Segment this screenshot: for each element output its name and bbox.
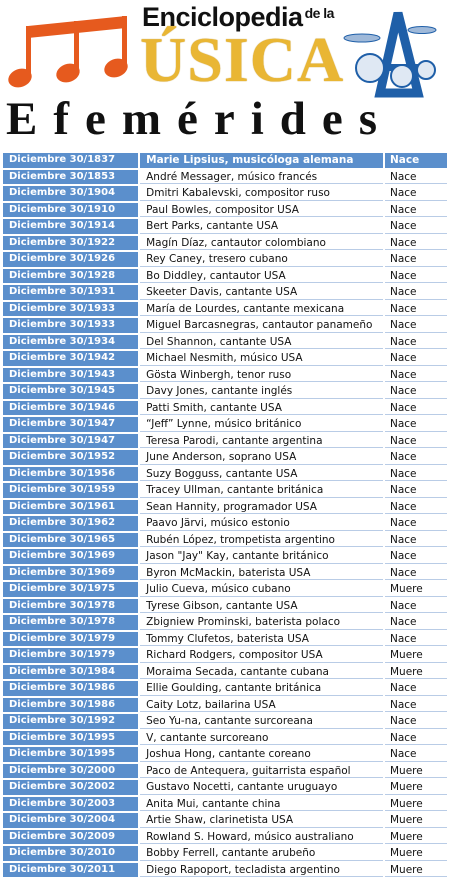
table-row [3,599,447,614]
status-cell: Muere [383,830,447,845]
description-cell: Artie Shaw, clarinetista USA [138,813,383,828]
date-cell: Diciembre 30/1952 [3,450,138,465]
status-cell: Nace [383,632,447,647]
table-row [3,351,447,366]
table-row [3,516,447,531]
description-cell: Paavo Järvi, músico estonio [138,516,383,531]
description-cell: André Messager, músico francés [138,170,383,185]
date-cell: Diciembre 30/1947 [3,417,138,432]
status-cell: Nace [383,450,447,465]
date-cell: Diciembre 30/1926 [3,252,138,267]
table-row [3,302,447,317]
table-row [3,731,447,746]
description-cell: Bert Parks, cantante USA [138,219,383,234]
description-cell: Julio Cueva, músico cubano [138,582,383,597]
date-cell: Diciembre 30/1959 [3,483,138,498]
table-row [3,714,447,729]
date-cell: Diciembre 30/1914 [3,219,138,234]
table-row [3,219,447,234]
table-row [3,318,447,333]
status-cell: Nace [383,335,447,350]
ephemeris-table [3,151,447,879]
description-cell: June Anderson, soprano USA [138,450,383,465]
description-cell: Rowland S. Howard, músico australiano [138,830,383,845]
table-row [3,236,447,251]
date-cell: Diciembre 30/2003 [3,797,138,812]
status-cell: Muere [383,813,447,828]
table-row [3,797,447,812]
status-cell: Muere [383,863,447,878]
date-cell: Diciembre 30/1969 [3,549,138,564]
description-cell: Tracey Ullman, cantante británica [138,483,383,498]
date-cell: Diciembre 30/2009 [3,830,138,845]
table-row [3,698,447,713]
date-cell: Diciembre 30/1978 [3,599,138,614]
description-cell: Bo Diddley, cantautor USA [138,269,383,284]
table-row [3,483,447,498]
table-row [3,615,447,630]
description-cell: Byron McMackin, baterista USA [138,566,383,581]
date-cell: Diciembre 30/1943 [3,368,138,383]
site-title: Enciclopedia $^{de la}$ [142,2,334,32]
description-cell: Tyrese Gibson, cantante USA [138,599,383,614]
music-notes-icon [8,12,143,92]
table-row [3,780,447,795]
date-cell: Diciembre 30/1910 [3,203,138,218]
description-cell: Rey Caney, tresero cubano [138,252,383,267]
status-cell: Nace [383,285,447,300]
date-cell: Diciembre 30/1995 [3,731,138,746]
description-cell: Tommy Clufetos, baterista USA [138,632,383,647]
date-cell: Diciembre 30/2000 [3,764,138,779]
header [0,0,455,148]
date-cell: Diciembre 30/2004 [3,813,138,828]
status-cell: Nace [383,153,447,168]
date-cell: Diciembre 30/1945 [3,384,138,399]
description-cell: Marie Lipsius, musicóloga alemana [138,153,383,168]
description-cell: Dmitri Kabalevski, compositor ruso [138,186,383,201]
description-cell: Patti Smith, cantante USA [138,401,383,416]
date-cell: Diciembre 30/2010 [3,846,138,861]
section-title: Efemérides [6,93,394,145]
description-cell: Paul Bowles, compositor USA [138,203,383,218]
description-cell: Gustavo Nocetti, cantante uruguayo [138,780,383,795]
status-cell: Nace [383,500,447,515]
date-cell: Diciembre 30/1933 [3,318,138,333]
status-cell: Nace [383,384,447,399]
table-row [3,566,447,581]
table-row [3,434,447,449]
date-cell: Diciembre 30/1986 [3,698,138,713]
date-cell: Diciembre 30/1946 [3,401,138,416]
date-cell: Diciembre 30/1992 [3,714,138,729]
table-row [3,500,447,515]
status-cell: Nace [383,219,447,234]
description-cell: Seo Yu-na, cantante surcoreana [138,714,383,729]
date-cell: Diciembre 30/1934 [3,335,138,350]
date-cell: Diciembre 30/1922 [3,236,138,251]
status-cell: Nace [383,549,447,564]
description-cell: Richard Rodgers, compositor USA [138,648,383,663]
date-cell: Diciembre 30/1837 [3,153,138,168]
description-cell: Paco de Antequera, guitarrista español [138,764,383,779]
table-row [3,252,447,267]
description-cell: Caity Lotz, bailarina USA [138,698,383,713]
status-cell: Nace [383,714,447,729]
date-cell: Diciembre 30/1995 [3,747,138,762]
status-cell: Nace [383,186,447,201]
status-cell: Nace [383,467,447,482]
date-cell: Diciembre 30/1975 [3,582,138,597]
status-cell: Nace [383,698,447,713]
status-cell: Nace [383,236,447,251]
table-row [3,747,447,762]
table-row [3,269,447,284]
description-cell: Ellie Goulding, cantante británica [138,681,383,696]
status-cell: Muere [383,797,447,812]
status-cell: Nace [383,368,447,383]
status-cell: Nace [383,203,447,218]
status-cell: Nace [383,681,447,696]
table-row [3,368,447,383]
description-cell: Magín Díaz, cantautor colombiano [138,236,383,251]
table-row [3,384,447,399]
date-cell: Diciembre 30/2011 [3,863,138,878]
status-cell: Nace [383,615,447,630]
table-row [3,632,447,647]
table-row [3,170,447,185]
status-cell: Muere [383,846,447,861]
table-row [3,830,447,845]
date-cell: Diciembre 30/1904 [3,186,138,201]
status-cell: Nace [383,269,447,284]
description-cell: Teresa Parodi, cantante argentina [138,434,383,449]
date-cell: Diciembre 30/2002 [3,780,138,795]
status-cell: Nace [383,533,447,548]
table-row [3,401,447,416]
description-cell: Zbigniew Prominski, baterista polaco [138,615,383,630]
table-row [3,582,447,597]
description-cell: Del Shannon, cantante USA [138,335,383,350]
table-row [3,467,447,482]
table-row [3,764,447,779]
date-cell: Diciembre 30/1979 [3,648,138,663]
table-row [3,335,447,350]
description-cell: Joshua Hong, cantante coreano [138,747,383,762]
status-cell: Nace [383,516,447,531]
status-cell: Nace [383,599,447,614]
status-cell: Nace [383,731,447,746]
description-cell: Jason "Jay" Kay, cantante británico [138,549,383,564]
table-row [3,285,447,300]
description-cell: Miguel Barcasnegras, cantautor panameño [138,318,383,333]
table-row [3,533,447,548]
table-row [3,648,447,663]
description-cell: Skeeter Davis, cantante USA [138,285,383,300]
status-cell: Nace [383,252,447,267]
description-cell: Gösta Winbergh, tenor ruso [138,368,383,383]
date-cell: Diciembre 30/1984 [3,665,138,680]
table-row [3,813,447,828]
description-cell: Suzy Bogguss, cantante USA [138,467,383,482]
status-cell: Nace [383,566,447,581]
status-cell: Muere [383,582,447,597]
table-row [3,846,447,861]
date-cell: Diciembre 30/1986 [3,681,138,696]
site-title-music: ÚSICA [140,24,345,95]
status-cell: Nace [383,318,447,333]
drum-kit-icon [340,8,440,98]
description-cell: Moraima Secada, cantante cubana [138,665,383,680]
description-cell: “Jeff” Lynne, músico británico [138,417,383,432]
date-cell: Diciembre 30/1928 [3,269,138,284]
table-row [3,681,447,696]
description-cell: Davy Jones, cantante inglés [138,384,383,399]
date-cell: Diciembre 30/1978 [3,615,138,630]
table-row [3,153,447,168]
table-row [3,665,447,680]
table-row [3,549,447,564]
date-cell: Diciembre 30/1931 [3,285,138,300]
table-row [3,203,447,218]
description-cell: Bobby Ferrell, cantante arubeño [138,846,383,861]
status-cell: Nace [383,170,447,185]
table-row [3,186,447,201]
status-cell: Muere [383,648,447,663]
table-row [3,863,447,878]
status-cell: Nace [383,417,447,432]
date-cell: Diciembre 30/1969 [3,566,138,581]
status-cell: Nace [383,483,447,498]
description-cell: Rubén López, trompetista argentino [138,533,383,548]
date-cell: Diciembre 30/1942 [3,351,138,366]
date-cell: Diciembre 30/1965 [3,533,138,548]
description-cell: Diego Rapoport, tecladista argentino [138,863,383,878]
status-cell: Nace [383,434,447,449]
date-cell: Diciembre 30/1962 [3,516,138,531]
description-cell: Anita Mui, cantante china [138,797,383,812]
description-cell: Sean Hannity, programador USA [138,500,383,515]
table-row [3,417,447,432]
table-row [3,450,447,465]
date-cell: Diciembre 30/1947 [3,434,138,449]
status-cell: Nace [383,351,447,366]
status-cell: Nace [383,747,447,762]
status-cell: Muere [383,780,447,795]
date-cell: Diciembre 30/1956 [3,467,138,482]
date-cell: Diciembre 30/1933 [3,302,138,317]
date-cell: Diciembre 30/1961 [3,500,138,515]
description-cell: V, cantante surcoreano [138,731,383,746]
date-cell: Diciembre 30/1853 [3,170,138,185]
status-cell: Nace [383,401,447,416]
description-cell: María de Lourdes, cantante mexicana [138,302,383,317]
date-cell: Diciembre 30/1979 [3,632,138,647]
status-cell: Muere [383,665,447,680]
description-cell: Michael Nesmith, músico USA [138,351,383,366]
status-cell: Nace [383,302,447,317]
status-cell: Muere [383,764,447,779]
